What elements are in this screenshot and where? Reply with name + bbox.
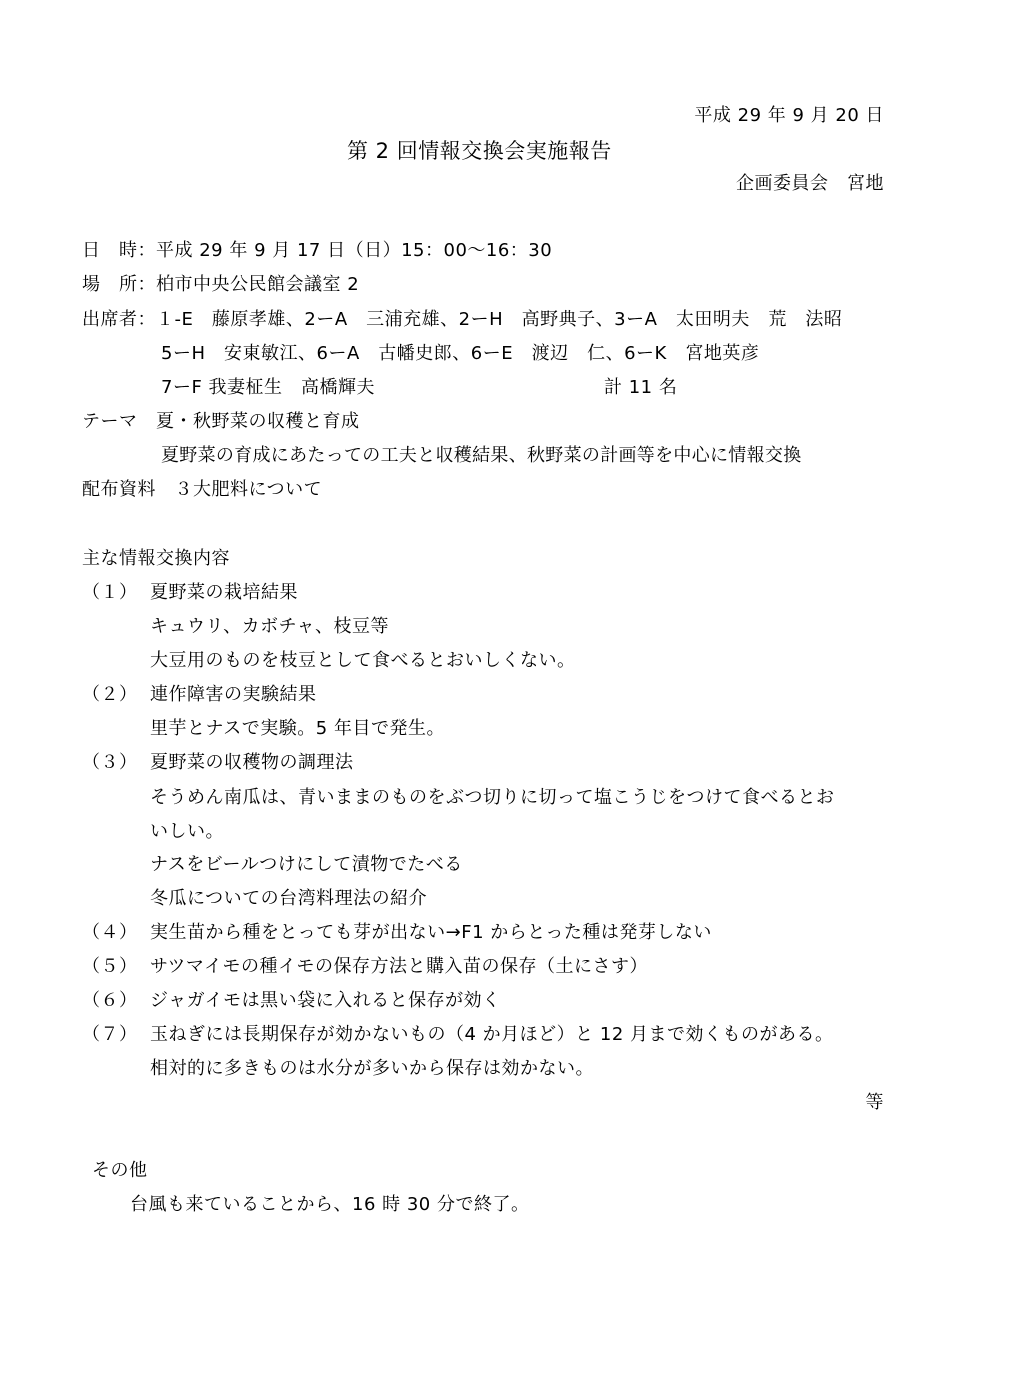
item-number: （３） [82,752,138,773]
item-detail: ナスをビールつけにして漬物でたべる [150,854,463,875]
theme-detail: 夏野菜の育成にあたっての工夫と収穫結果、秋野菜の計画等を中心に情報交換 [161,445,802,466]
theme: テーマ 夏・秋野菜の収穫と育成 [82,411,360,432]
meeting-place: 場 所：柏市中央公民館会議室 2 [82,274,360,295]
other-heading: その他 [92,1160,148,1181]
attendees-line-2: 5ーH 安東敏江、6ーA 古幡史郎、6ーE 渡辺 仁、6ーK 宮地英彦 [161,343,760,364]
item-number: （１） [82,582,138,603]
meeting-datetime: 日 時：平成 29 年 9 月 17 日（日）15：00～16：30 [82,240,553,261]
item-detail: 冬瓜についての台湾料理法の紹介 [150,888,428,909]
item-title: ジャガイモは黒い袋に入れると保存が効く [150,990,501,1011]
content-heading: 主な情報交換内容 [82,548,230,569]
report-date: 平成 29 年 9 月 20 日 [694,105,884,126]
item-number: （７） [82,1024,138,1045]
item-detail: いしい。 [150,821,224,842]
item-detail: 相対的に多きものは水分が多いから保存は効かない。 [150,1058,594,1079]
report-author: 企画委員会 宮地 [736,173,884,194]
item-number: （６） [82,990,138,1011]
attendees-line-3: 7ーF 我妻柾生 高橋輝夫 [161,377,376,398]
handout: 配布資料 ３大肥料について [82,479,323,500]
other-text: 台風も来ていることから、16 時 30 分で終了。 [130,1194,530,1215]
item-number: （２） [82,684,138,705]
report-title: 第 2 回情報交換会実施報告 [347,139,612,163]
item-title: 玉ねぎには長期保存が効かないもの（4 か月ほど）と 12 月まで効くものがある。 [150,1024,834,1045]
etc-mark: 等 [865,1092,884,1113]
item-title: 連作障害の実験結果 [150,684,317,705]
item-title: サツマイモの種イモの保存方法と購入苗の保存（土にさす） [150,956,649,977]
attendees-line-1: 出席者：１-E 藤原孝雄、2ーA 三浦充雄、2ーH 高野典子、3ーA 太田明夫 荒 法昭 [82,309,843,330]
item-number: （４） [82,922,138,943]
item-detail: 里芋とナスで実験。5 年目で発生。 [150,718,445,739]
item-number: （５） [82,956,138,977]
attendees-total: 計 11 名 [604,377,678,398]
item-detail: そうめん南瓜は、青いままのものをぶつ切りに切って塩こうじをつけて食べるとお [150,787,835,808]
item-title: 実生苗から種をとっても芽が出ない→F1 からとった種は発芽しない [150,922,712,943]
item-title: 夏野菜の収穫物の調理法 [150,752,354,773]
item-title: 夏野菜の栽培結果 [150,582,298,603]
item-detail: 大豆用のものを枝豆として食べるとおいしくない。 [150,650,576,671]
item-detail: キュウリ、カボチャ、枝豆等 [150,616,390,637]
